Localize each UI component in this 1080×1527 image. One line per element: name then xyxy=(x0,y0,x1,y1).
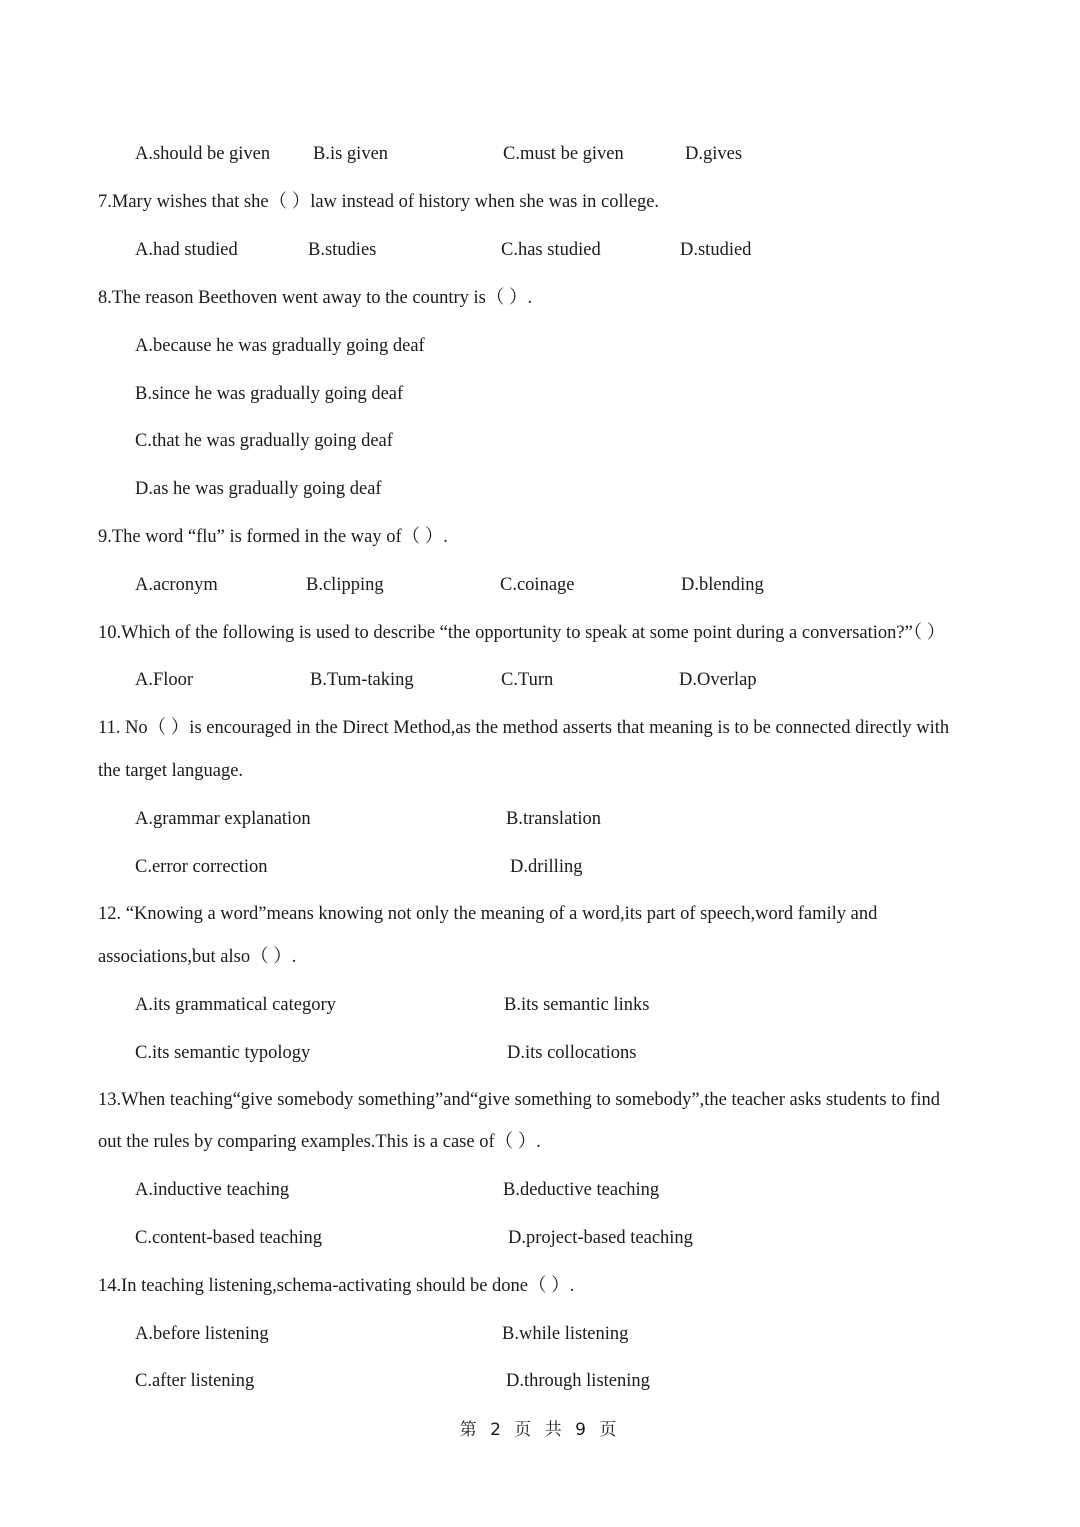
option-11c: C.error correction xyxy=(135,857,268,877)
question-10-text: 10.Which of the following is used to describe “the opportunity to speak at some point during a conversation?”（ ） xyxy=(98,623,946,643)
question-12-text-line2: associations,but also（ ）. xyxy=(98,947,297,967)
option-14d: D.through listening xyxy=(506,1371,650,1391)
page-number-footer: 第 2 页 共 9 页 xyxy=(459,1420,621,1440)
option-10a: A.Floor xyxy=(135,670,194,690)
option-9c: C.coinage xyxy=(500,575,575,595)
option-6b: B.is given xyxy=(313,144,389,164)
question-13-text-line2: out the rules by comparing examples.This is a case of（ ）. xyxy=(98,1132,541,1152)
question-11-text-line1: 11. No（ ）is encouraged in the Direct Method,as the method asserts that meaning is to be connected directly with xyxy=(98,718,950,738)
option-14b: B.while listening xyxy=(502,1324,629,1344)
option-13d: D.project-based teaching xyxy=(508,1228,693,1248)
option-7a: A.had studied xyxy=(135,240,238,260)
option-8b: B.since he was gradually going deaf xyxy=(135,384,404,404)
question-14-text: 14.In teaching listening,schema-activating should be done（ ）. xyxy=(98,1276,575,1296)
option-7b: B.studies xyxy=(308,240,377,260)
option-9b: B.clipping xyxy=(306,575,384,595)
option-13b: B.deductive teaching xyxy=(503,1180,660,1200)
question-12-text-line1: 12. “Knowing a word”means knowing not only the meaning of a word,its part of speech,word family and xyxy=(98,904,878,924)
option-10d: D.Overlap xyxy=(679,670,757,690)
option-6c: C.must be given xyxy=(503,144,624,164)
question-13-text-line1: 13.When teaching“give somebody something”and“give something to somebody”,the teacher asks students to find xyxy=(98,1090,941,1110)
option-12c: C.its semantic typology xyxy=(135,1043,311,1063)
option-6d: D.gives xyxy=(685,144,743,164)
option-12b: B.its semantic links xyxy=(504,995,650,1015)
option-10b: B.Tum-taking xyxy=(310,670,414,690)
question-7-text: 7.Mary wishes that she（ ）law instead of history when she was in college. xyxy=(98,192,660,212)
option-11d: D.drilling xyxy=(510,857,583,877)
option-7c: C.has studied xyxy=(501,240,601,260)
option-10c: C.Turn xyxy=(501,670,554,690)
question-9-text: 9.The word “flu” is formed in the way of（ ）. xyxy=(98,527,448,547)
option-14c: C.after listening xyxy=(135,1371,255,1391)
question-11-text-line2: the target language. xyxy=(98,761,244,781)
option-8a: A.because he was gradually going deaf xyxy=(135,336,425,356)
option-6a: A.should be given xyxy=(135,144,271,164)
option-9d: D.blending xyxy=(681,575,764,595)
option-14a: A.before listening xyxy=(135,1324,269,1344)
option-12d: D.its collocations xyxy=(507,1043,637,1063)
option-8c: C.that he was gradually going deaf xyxy=(135,431,393,451)
option-11b: B.translation xyxy=(506,809,602,829)
option-9a: A.acronym xyxy=(135,575,218,595)
option-7d: D.studied xyxy=(680,240,752,260)
option-13a: A.inductive teaching xyxy=(135,1180,290,1200)
option-8d: D.as he was gradually going deaf xyxy=(135,479,382,499)
option-12a: A.its grammatical category xyxy=(135,995,336,1015)
option-11a: A.grammar explanation xyxy=(135,809,311,829)
question-8-text: 8.The reason Beethoven went away to the country is（ ）. xyxy=(98,288,533,308)
option-13c: C.content-based teaching xyxy=(135,1228,322,1248)
